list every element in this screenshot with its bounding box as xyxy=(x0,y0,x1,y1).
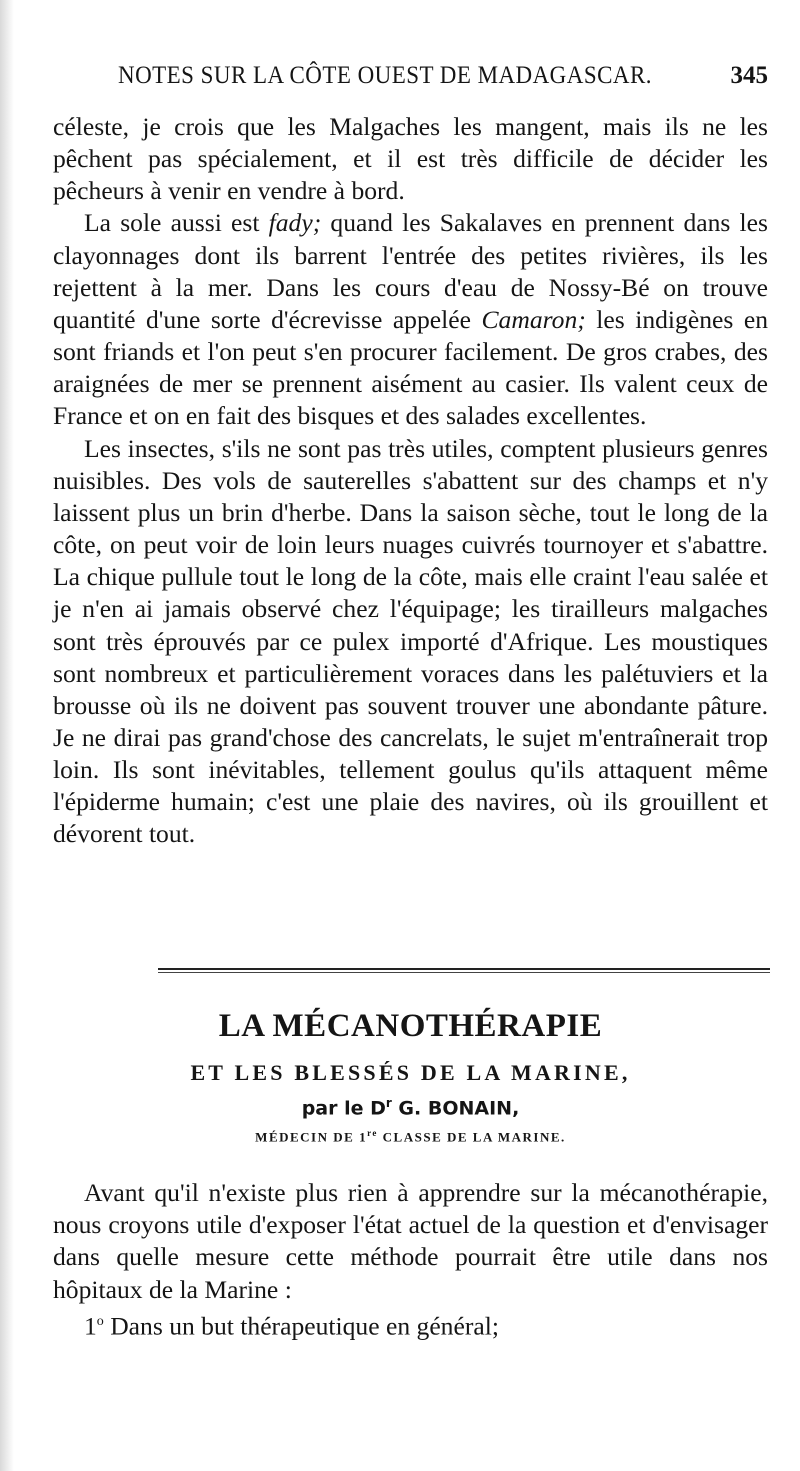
article-text xyxy=(53,1177,768,1343)
affiliation-prefix: MÉDECIN DE 1 xyxy=(255,1129,368,1145)
section-divider xyxy=(158,968,770,973)
article-title: LA MÉCANOTHÉRAPIE xyxy=(218,1008,603,1044)
article-byline xyxy=(53,1096,768,1119)
paragraph-3: Les insectes, s'ils ne sont pas très utiles, comptent plusieurs genres nuisibles. Des vols de sauterelles s'abattent sur des champs et n'y laissent plus un brin d'herbe. Dans la saison sèche, tout le long de la côte, on peut voir de loin leurs nuages cuivrés tournoyer et s'abattre. La chique pullule tout le long de la côte, mais elle craint l'eau salée et je n'en ai jamais observé chez l'équipage; les tirailleurs malgaches sont très éprouvés par ce pulex importé d'Afrique. Les moustiques sont nombreux et particulièrement voraces dans les palétuviers et la brousse où ils ne doivent pas souvent trouver une abondante pâture. Je ne dirai pas grand'chose des cancrelats, le sujet m'entraînerait trop loin. Ils sont inévitables, tellement goulus qu'ils attaquent même l'épiderme humain; c'est une plaie des navires, où ils grouillent et dévorent tout. xyxy=(53,433,768,849)
affiliation-suffix: CLASSE DE LA MARINE. xyxy=(377,1129,566,1145)
list-item-1-text: Dans un but thérapeutique en général; xyxy=(103,1311,499,1341)
byline-sup: r xyxy=(385,1096,392,1110)
paragraph-2 xyxy=(53,207,768,432)
paragraph-2-part-b: quand les Sakalaves en prennent dans les clayonnages dont ils barrent l'entrée des petites rivières, ils les rejettent à la mer. Dans les cours d'eau de Nossy-Bé on trouve quantité d'une sorte d'écrevisse appelée xyxy=(53,208,768,334)
word-camaron: Camaron; xyxy=(481,304,586,334)
word-fady: fady; xyxy=(268,208,322,238)
article-subtitle: ET LES BLESSÉS DE LA MARINE, xyxy=(190,1060,631,1085)
byline-prefix: par le D xyxy=(301,1097,386,1120)
page-header xyxy=(118,62,768,102)
paragraph-2-part-c: les indigènes en sont friands et l'on peut s'en procurer facilement. De gros crabes, des araignées de mer se prennent aisément au casier. Ils valent ceux de France et on en fait des bisques et des salades excellentes. xyxy=(53,304,768,431)
paragraph-1: céleste, je crois que les Malgaches les mangent, mais ils ne les pêchent pas spécialement, et il est très difficile de décider les pêcheurs à venir en vendre à bord. xyxy=(53,112,768,206)
list-item-1-sup: o xyxy=(96,1313,104,1329)
author-affiliation xyxy=(53,1128,768,1145)
list-item-1 xyxy=(53,1306,768,1343)
list-item-1-number: 1 xyxy=(84,1311,97,1341)
page-number: 345 xyxy=(730,62,768,89)
page-edge-shadow xyxy=(0,0,14,1471)
article-intro: Avant qu'il n'existe plus rien à apprendre sur la mécanothérapie, nous croyons utile d'exposer l'état actuel de la question et d'envisager dans quelle mesure cette méthode pourrait être utile dans nos hôpitaux de la Marine : xyxy=(53,1178,768,1304)
paragraph-2-part-a: La sole aussi est xyxy=(84,208,269,238)
body-text xyxy=(53,111,768,851)
author-name: G. BONAIN, xyxy=(391,1097,520,1120)
running-title: NOTES SUR LA CÔTE OUEST DE MADAGASCAR. xyxy=(118,62,652,89)
affiliation-sup: re xyxy=(367,1128,378,1138)
